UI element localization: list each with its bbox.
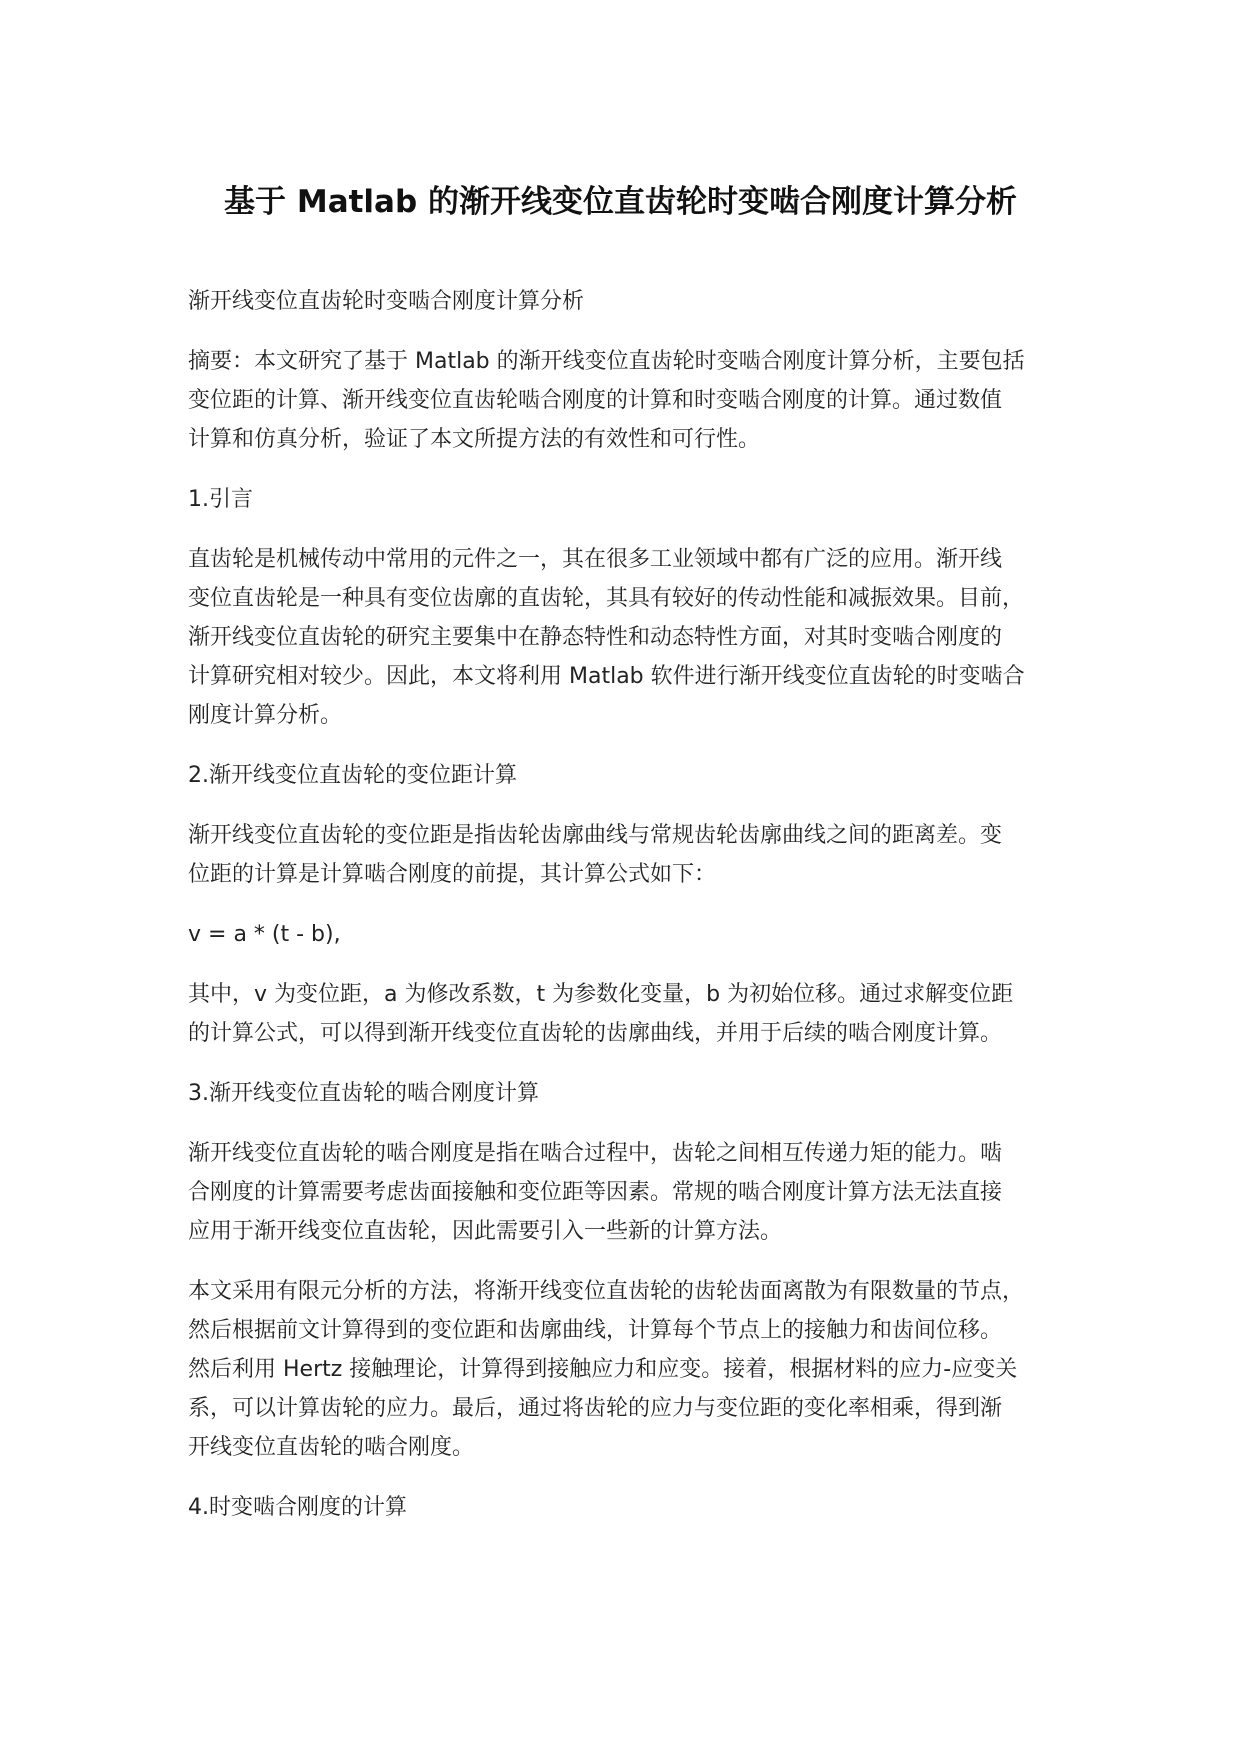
text-line: 开线变位直齿轮的啮合刚度。 <box>188 1435 475 1460</box>
text-line: 计算研究相对较少。因此，本文将利用 Matlab 软件进行渐开线变位直齿轮的时变啮合 <box>188 664 1025 689</box>
stiffness-paragraph-2 <box>188 1272 1088 1467</box>
text-line: 位距的计算是计算啮合刚度的前提，其计算公式如下： <box>188 862 717 887</box>
text-line: 3.渐开线变位直齿轮的啮合刚度计算 <box>188 1081 539 1106</box>
abstract-paragraph <box>188 342 1088 459</box>
stiffness-paragraph-1 <box>188 1134 1088 1251</box>
text-line: 然后利用 Hertz 接触理论，计算得到接触应力和应变。接着，根据材料的应力-应变关 <box>188 1357 1018 1382</box>
document-title: 基于 Matlab 的渐开线变位直齿轮时变啮合刚度计算分析 <box>224 184 1017 220</box>
text-line: 系，可以计算齿轮的应力。最后，通过将齿轮的应力与变位距的变化率相乘，得到渐 <box>188 1396 1003 1421</box>
text-line: 的计算公式，可以得到渐开线变位直齿轮的齿廓曲线，并用于后续的啮合刚度计算。 <box>188 1021 1003 1046</box>
text-line: 2.渐开线变位直齿轮的变位距计算 <box>188 763 517 788</box>
formula-paragraph <box>188 915 1088 954</box>
text-line: 其中，v 为变位距，a 为修改系数，t 为参数化变量，b 为初始位移。通过求解变位距 <box>188 982 1014 1007</box>
section-heading-displacement <box>188 756 1088 795</box>
text-line: 变位直齿轮是一种具有变位齿廓的直齿轮，其具有较好的传动性能和减振效果。目前， <box>188 586 1025 611</box>
text-line: 渐开线变位直齿轮时变啮合刚度计算分析 <box>188 289 585 314</box>
subtitle-paragraph <box>188 282 1088 321</box>
text-line: 合刚度的计算需要考虑齿面接触和变位距等因素。常规的啮合刚度计算方法无法直接 <box>188 1180 1003 1205</box>
text-line: 渐开线变位直齿轮的研究主要集中在静态特性和动态特性方面，对其时变啮合刚度的 <box>188 625 1003 650</box>
text-line: 应用于渐开线变位直齿轮，因此需要引入一些新的计算方法。 <box>188 1219 783 1244</box>
section-heading-time-varying <box>188 1488 1088 1527</box>
text-line: 1.引言 <box>188 487 253 512</box>
text-line: 4.时变啮合刚度的计算 <box>188 1495 407 1520</box>
section-heading-intro <box>188 480 1088 519</box>
text-line: 计算和仿真分析，验证了本文所提方法的有效性和可行性。 <box>188 427 761 452</box>
text-line: 然后根据前文计算得到的变位距和齿廓曲线，计算每个节点上的接触力和齿间位移。 <box>188 1318 1003 1343</box>
document-body <box>188 282 1088 1548</box>
text-line: 本文采用有限元分析的方法，将渐开线变位直齿轮的齿轮齿面离散为有限数量的节点， <box>188 1279 1025 1304</box>
formula-explanation-paragraph <box>188 975 1088 1053</box>
text-line: 刚度计算分析。 <box>188 703 343 728</box>
text-line: 变位距的计算、渐开线变位直齿轮啮合刚度的计算和时变啮合刚度的计算。通过数值 <box>188 388 1003 413</box>
intro-paragraph <box>188 540 1088 735</box>
displacement-paragraph <box>188 816 1088 894</box>
text-line: 渐开线变位直齿轮的啮合刚度是指在啮合过程中，齿轮之间相互传递力矩的能力。啮 <box>188 1141 1003 1166</box>
text-line: 直齿轮是机械传动中常用的元件之一，其在很多工业领域中都有广泛的应用。渐开线 <box>188 547 1003 572</box>
text-line: 渐开线变位直齿轮的变位距是指齿轮齿廓曲线与常规齿轮齿廓曲线之间的距离差。变 <box>188 823 1003 848</box>
text-line: 摘要：本文研究了基于 Matlab 的渐开线变位直齿轮时变啮合刚度计算分析，主要包括 <box>188 349 1025 374</box>
text-line: v = a * (t - b), <box>188 922 341 947</box>
section-heading-stiffness <box>188 1074 1088 1113</box>
